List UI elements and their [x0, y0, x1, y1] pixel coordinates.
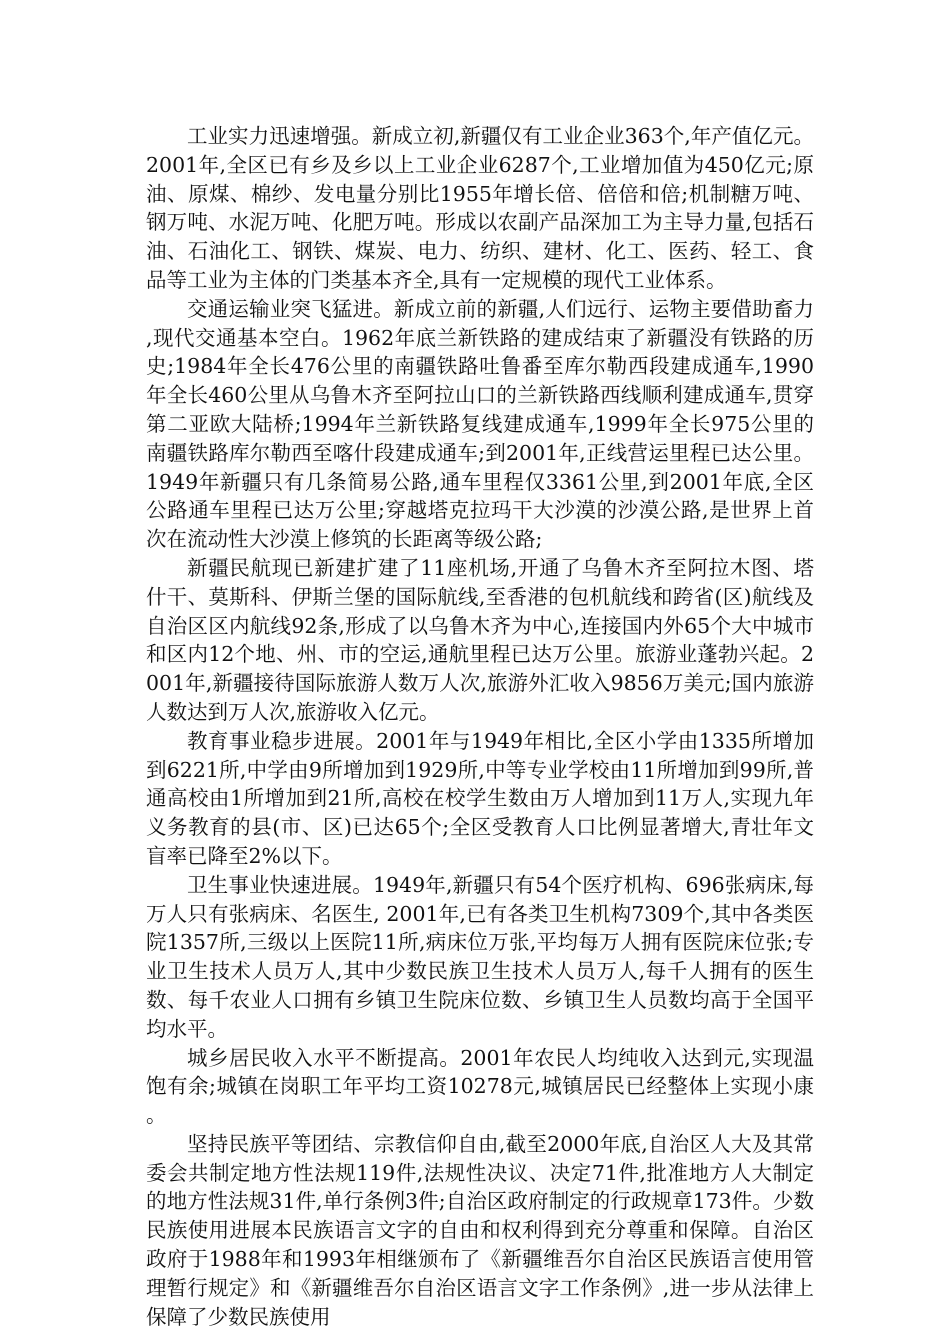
paragraph-health: 卫生事业快速进展。1949年,新疆只有54个医疗机构、696张病床,每万人只有张病床、名医生, 2001年,已有各类卫生机构7309个,其中各类医院1357所,三级以上医院11所,病床位万张,平均每万人拥有医院床位张;专业卫生技术人员万人,其中少数民族卫生技术人员万人,每千人拥有的医生数、每千农业人口拥有乡镇卫生院床位数、乡镇卫生人员数均高于全国平均水平。: [146, 872, 814, 1041]
paragraph-transport: 交通运输业突飞猛进。新成立前的新疆,人们远行、运物主要借助畜力,现代交通基本空白。1962年底兰新铁路的建成结束了新疆没有铁路的历史;1984年全长476公里的南疆铁路吐鲁番至库尔勒西段建成通车,1990年全长460公里从乌鲁木齐至阿拉山口的兰新铁路西线顺利建成通车,贯穿第二亚欧大陆桥;1994年兰新铁路复线建成通车,1999年全长975公里的南疆铁路库尔勒西至喀什段建成通车;到2001年,正线营运里程已达公里。1949年新疆只有几条简易公路,通车里程仅3361公里,到2001年底,全区公路通车里程已达万公里;穿越塔克拉玛干大沙漠的沙漠公路,是世界上首次在流动性大沙漠上修筑的长距离等级公路;: [146, 296, 814, 552]
paragraph-ethnic-policy: 坚持民族平等团结、宗教信仰自由,截至2000年底,自治区人大及其常委会共制定地方性法规119件,法规性决议、决定71件,批准地方人大制定的地方性法规31件,单行条例3件;自治区政府制定的行政规章173件。少数民族使用进展本民族语言文字的自由和权利得到充分尊重和保障。自治区政府于1988年和1993年相继颁布了《新疆维吾尔自治区民族语言使用管理暂行规定》和《新疆维吾尔自治区语言文字工作条例》,进一步从法律上保障了少数民族使用: [146, 1131, 814, 1329]
paragraph-industry: 工业实力迅速增强。新成立初,新疆仅有工业企业363个,年产值亿元。2001年,全区已有乡及乡以上工业企业6287个,工业增加值为450亿元;原油、原煤、棉纱、发电量分别比1955年增长倍、倍倍和倍;机制糖万吨、钢万吨、水泥万吨、化肥万吨。形成以农副产品深加工为主导力量,包括石油、石油化工、钢铁、煤炭、电力、纺织、建材、化工、医药、轻工、食品等工业为主体的门类基本齐全,具有一定规模的现代工业体系。: [146, 124, 814, 292]
document-page: [146, 122, 814, 1331]
paragraph-aviation-tourism: 新疆民航现已新建扩建了11座机场,开通了乌鲁木齐至阿拉木图、塔什干、莫斯科、伊斯兰堡的国际航线,至香港的包机航线和跨省(区)航线及自治区区内航线92条,形成了以乌鲁木齐为中心,连接国内外65个大中城市和区内12个地、州、市的空运,通航里程已达万公里。旅游业蓬勃兴起。2001年,新疆接待国际旅游人数万人次,旅游外汇收入9856万美元;国内旅游人数达到万人次,旅游收入亿元。: [146, 555, 814, 724]
paragraph-income: 城乡居民收入水平不断提高。2001年农民人均纯收入达到元,实现温饱有余;城镇在岗职工年平均工资10278元,城镇居民已经整体上实现小康。: [146, 1045, 814, 1128]
paragraph-education: 教育事业稳步进展。2001年与1949年相比,全区小学由1335所增加到6221所,中学由9所增加到1929所,中等专业学校由11所增加到99所,普通高校由1所增加到21所,高校在校学生数由万人增加到11万人,实现九年义务教育的县(市、区)已达65个;全区受教育人口比例显著增大,青壮年文盲率已降至2%以下。: [146, 728, 814, 868]
